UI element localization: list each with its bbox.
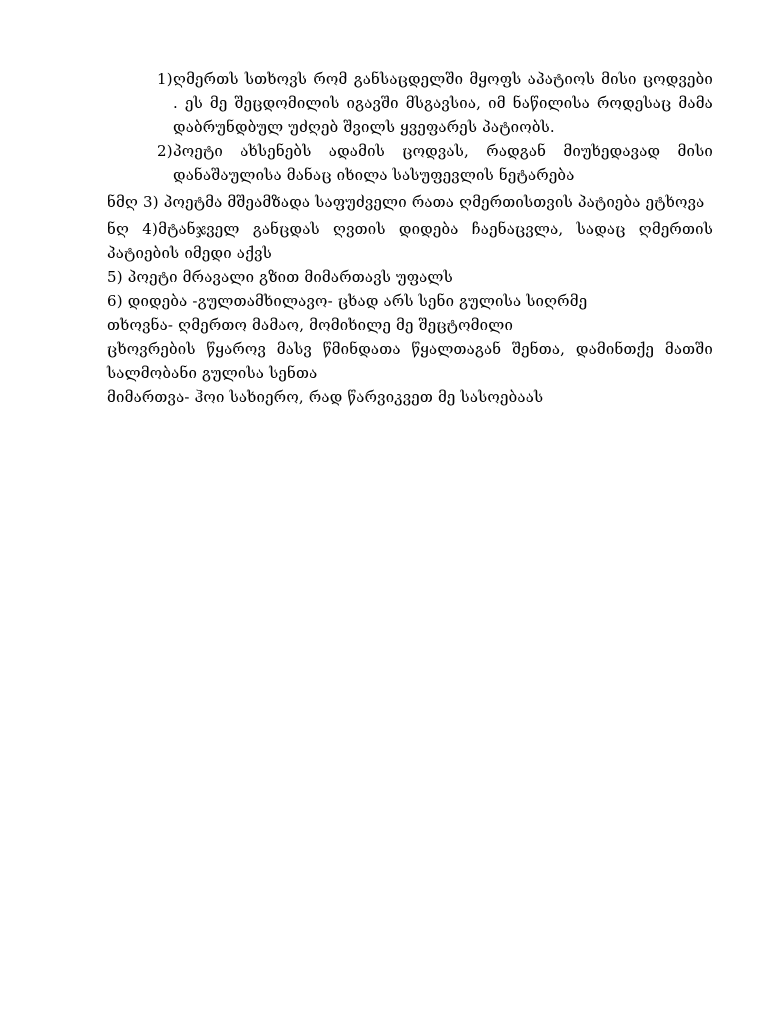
item-text: ღმერთს სთხოვს რომ განსაცდელში მყოფს აპატიოს მისი ცოდვები . ეს მე შეცდომილის იგავში მსგავსია, იმ ნაწილისა როდესაც მამა დაბრუნდბულ უძღებ შვილს ყვეფარეს პატიობს. — [173, 70, 713, 136]
paragraph-address: მიმართვა- ჰოი სახიერო, რად წარვიკვეთ მე სასოებაას — [107, 388, 544, 406]
paragraph-6: 6) დიდება -გულთამხილავო- ცხად არს სენი გულისა სიღრმე — [107, 292, 588, 310]
paragraph-request: თხოვნა- ღმერთო მამაო, მომიხილე მე შეცტომილი — [107, 316, 514, 334]
paragraph-5: 5) პოეტი მრავალი გზით მიმართავს უფალს — [107, 268, 453, 286]
item-number: 1) — [157, 70, 173, 88]
item-number: 2) — [157, 142, 173, 160]
paragraph-4: ნღ 4)მტანჯველ განცდას ღვთის დიდება ჩაენაცვლა, სადაც ღმერთის პატიების იმედი აქვს — [107, 220, 713, 262]
item-text: პოეტი ახსენებს ადამის ცოდვას, რადგან მიუხედავად მისი დანაშაულისა მანაც იხილა სასუფევლის ნეტარება — [173, 142, 713, 184]
document-body — [107, 67, 713, 409]
paragraph-3: ნმღ 3) პოეტმა მშეამზადა საფუძველი რათა ღმერთისთვის პატიება ეტხოვა — [107, 193, 705, 211]
numbered-item-2 — [107, 139, 713, 187]
paragraph-source-of-life: ცხოვრების წყაროვ მასვ წმინდათა წყალთაგან შენთა, დამინთქე მათში სალმობანი გულისა სენთა — [107, 340, 713, 382]
numbered-item-1 — [107, 67, 713, 139]
